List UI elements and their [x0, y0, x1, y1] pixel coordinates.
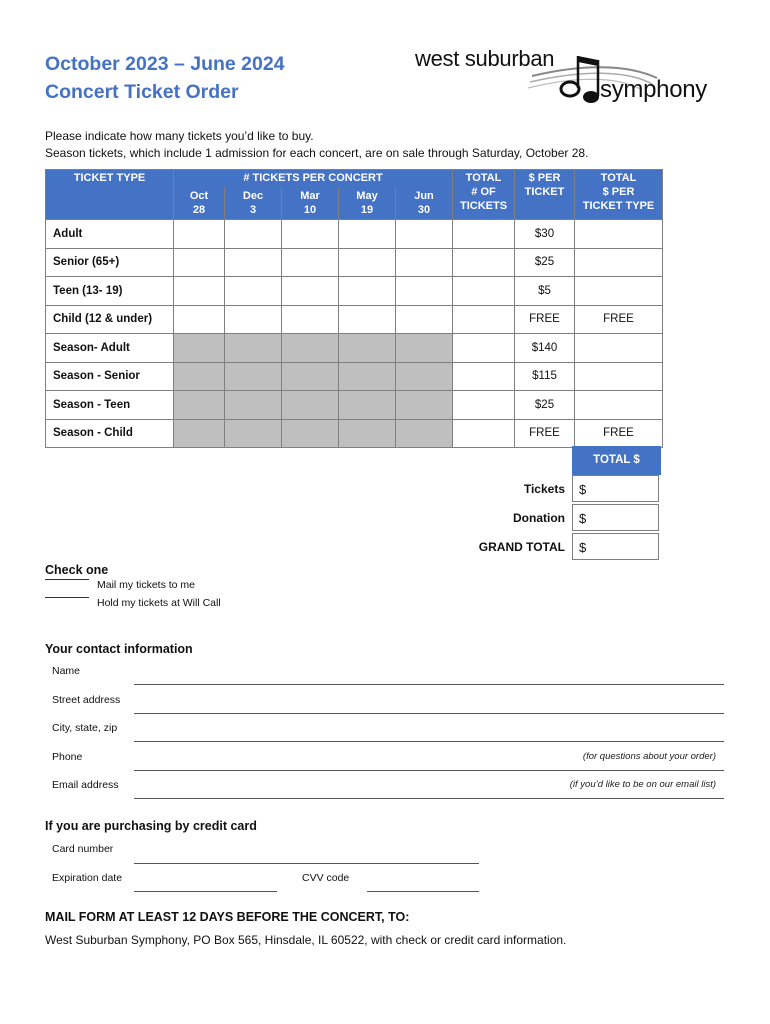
ticket-count-cell: [282, 362, 339, 391]
contact-heading: Your contact information: [45, 642, 193, 656]
ticket-count-cell: [339, 391, 396, 420]
header-line: $ PER: [528, 172, 561, 184]
ticket-type-label: Adult: [46, 220, 174, 249]
concert-month: Dec: [242, 190, 264, 202]
ticket-count-cell[interactable]: [339, 305, 396, 334]
price-cell: FREE: [515, 419, 575, 448]
ticket-count-cell[interactable]: [282, 277, 339, 306]
concert-header: [396, 187, 453, 220]
total-tickets-cell[interactable]: [453, 334, 515, 363]
total-type-cell[interactable]: FREE: [575, 419, 663, 448]
total-tickets-cell[interactable]: [453, 248, 515, 277]
ticket-count-cell: [174, 362, 225, 391]
expiration-label: Expiration date: [52, 872, 123, 884]
total-per-type-header: [575, 170, 663, 220]
total-type-cell[interactable]: [575, 334, 663, 363]
check-one-heading: Check one: [45, 563, 109, 577]
ticket-count-cell: [282, 334, 339, 363]
ticket-count-cell[interactable]: [396, 248, 453, 277]
total-label: GRAND TOTAL: [478, 540, 565, 554]
mail-tickets-label: Mail my tickets to me: [97, 579, 196, 591]
ticket-count-cell[interactable]: [174, 277, 225, 306]
total-label: Tickets: [523, 482, 565, 496]
mail-tickets-checkbox-line[interactable]: [45, 579, 89, 580]
price-cell: $30: [515, 220, 575, 249]
ticket-count-cell[interactable]: [174, 305, 225, 334]
ticket-count-cell[interactable]: [396, 305, 453, 334]
table-row: [46, 419, 663, 448]
total-type-cell[interactable]: [575, 362, 663, 391]
cvv-label: CVV code: [302, 872, 350, 884]
street-field[interactable]: [134, 702, 724, 714]
concert-day: 19: [360, 204, 374, 216]
header-line: TICKETS: [459, 200, 508, 212]
total-type-cell[interactable]: FREE: [575, 305, 663, 334]
ticket-count-cell: [282, 391, 339, 420]
price-per-ticket-header: [515, 170, 575, 220]
ticket-count-cell[interactable]: [282, 248, 339, 277]
name-field[interactable]: [134, 673, 724, 685]
concert-header: [339, 187, 396, 220]
table-row: [46, 391, 663, 420]
total-tickets-cell[interactable]: [453, 419, 515, 448]
ticket-count-cell: [396, 334, 453, 363]
total-label: Donation: [513, 511, 565, 525]
ticket-count-cell[interactable]: [396, 277, 453, 306]
city-field[interactable]: [134, 730, 724, 742]
logo-text-west-suburban: west suburban: [415, 46, 555, 71]
ticket-type-label: Season - Teen: [46, 391, 174, 420]
price-cell: $25: [515, 391, 575, 420]
price-cell: $140: [515, 334, 575, 363]
instructions: [45, 128, 588, 162]
ticket-count-cell[interactable]: [282, 305, 339, 334]
price-cell: $115: [515, 362, 575, 391]
form-title: [45, 50, 285, 106]
title-line1: October 2023 – June 2024: [45, 53, 285, 75]
concert-day: 10: [303, 204, 317, 216]
total-row: [470, 475, 661, 503]
concert-day: 28: [192, 204, 206, 216]
concert-day: 3: [249, 204, 257, 216]
email-label: Email address: [52, 779, 119, 791]
credit-card-heading: If you are purchasing by credit card: [45, 819, 257, 833]
total-amount-field[interactable]: $: [572, 533, 659, 560]
ticket-type-label: Teen (13- 19): [46, 277, 174, 306]
concert-header: [174, 187, 225, 220]
ticket-count-cell[interactable]: [225, 305, 282, 334]
ticket-count-cell: [225, 391, 282, 420]
header-line: TOTAL: [465, 172, 502, 184]
email-note: (if you’d like to be on our email list): [569, 779, 716, 790]
street-label: Street address: [52, 694, 121, 706]
header-line: TICKET: [524, 186, 565, 198]
ticket-count-cell: [225, 419, 282, 448]
phone-label: Phone: [52, 751, 83, 763]
ticket-count-cell[interactable]: [396, 220, 453, 249]
total-tickets-cell[interactable]: [453, 391, 515, 420]
ticket-count-cell: [339, 362, 396, 391]
card-number-field[interactable]: [134, 852, 479, 864]
total-type-cell[interactable]: [575, 248, 663, 277]
concert-month: Oct: [189, 190, 209, 202]
phone-note: (for questions about your order): [582, 751, 716, 762]
concert-header: [282, 187, 339, 220]
will-call-checkbox-line[interactable]: [45, 597, 89, 598]
concert-month: May: [356, 190, 378, 202]
ticket-count-cell: [396, 391, 453, 420]
ticket-count-cell: [396, 362, 453, 391]
logo-text-symphony: symphony: [600, 76, 707, 103]
ticket-count-cell: [174, 419, 225, 448]
ticket-type-label: Senior (65+): [46, 248, 174, 277]
ticket-count-cell[interactable]: [282, 220, 339, 249]
total-type-cell[interactable]: [575, 277, 663, 306]
symphony-logo: [412, 42, 722, 110]
mail-heading: MAIL FORM AT LEAST 12 DAYS BEFORE THE CONCERT, TO:: [45, 910, 410, 924]
concert-day: 30: [417, 204, 431, 216]
table-row: [46, 220, 663, 249]
cvv-field[interactable]: [367, 880, 479, 892]
ticket-count-cell[interactable]: [339, 277, 396, 306]
header-line: TOTAL: [600, 172, 637, 184]
will-call-label: Hold my tickets at Will Call: [97, 597, 221, 609]
ticket-count-cell: [339, 334, 396, 363]
total-amount-field[interactable]: $: [572, 504, 659, 531]
header-line: # OF: [471, 186, 496, 198]
ticket-count-cell[interactable]: [339, 220, 396, 249]
total-row: [470, 533, 661, 561]
ticket-count-cell[interactable]: [339, 248, 396, 277]
table-row: [46, 362, 663, 391]
ticket-count-cell: [174, 391, 225, 420]
price-cell: $5: [515, 277, 575, 306]
tickets-per-concert-header: # TICKETS PER CONCERT: [174, 170, 453, 188]
price-cell: $25: [515, 248, 575, 277]
price-cell: FREE: [515, 305, 575, 334]
total-tickets-header: [453, 170, 515, 220]
total-tickets-cell[interactable]: [453, 220, 515, 249]
mail-address: West Suburban Symphony, PO Box 565, Hinsdale, IL 60522, with check or credit card information.: [45, 933, 567, 947]
name-label: Name: [52, 665, 81, 677]
ticket-count-cell[interactable]: [225, 248, 282, 277]
ticket-type-label: Season - Child: [46, 419, 174, 448]
ticket-count-cell: [225, 362, 282, 391]
ticket-count-cell: [339, 419, 396, 448]
ticket-type-label: Season- Adult: [46, 334, 174, 363]
ticket-count-cell: [282, 419, 339, 448]
ticket-order-table: [45, 169, 663, 448]
ticket-count-cell: [174, 334, 225, 363]
concert-header: [225, 187, 282, 220]
ticket-count-cell[interactable]: [174, 220, 225, 249]
table-row: [46, 277, 663, 306]
total-amount-field[interactable]: $: [572, 475, 659, 502]
city-label: City, state, zip: [52, 722, 118, 734]
instructions-line1: Please indicate how many tickets you’d like to buy.: [45, 129, 314, 143]
total-dollars-header: TOTAL $: [572, 446, 661, 475]
expiration-field[interactable]: [134, 880, 277, 892]
instructions-line2: Season tickets, which include 1 admission for each concert, are on sale through Saturday, October 28.: [45, 146, 589, 160]
total-type-cell[interactable]: [575, 391, 663, 420]
header-line: TICKET TYPE: [582, 200, 655, 212]
total-row: [470, 504, 661, 532]
ticket-type-label: Child (12 & under): [46, 305, 174, 334]
ticket-count-cell: [225, 334, 282, 363]
total-tickets-cell[interactable]: [453, 305, 515, 334]
total-tickets-cell[interactable]: [453, 277, 515, 306]
table-row: [46, 305, 663, 334]
ticket-count-cell: [396, 419, 453, 448]
card-number-label: Card number: [52, 843, 114, 855]
ticket-count-cell[interactable]: [225, 220, 282, 249]
concert-month: Mar: [300, 190, 320, 202]
ticket-count-cell[interactable]: [225, 277, 282, 306]
total-tickets-cell[interactable]: [453, 362, 515, 391]
concert-month: Jun: [414, 190, 434, 202]
table-row: [46, 248, 663, 277]
title-line2: Concert Ticket Order: [45, 81, 239, 103]
header-line: $ PER: [602, 186, 635, 198]
table-row: [46, 334, 663, 363]
total-type-cell[interactable]: [575, 220, 663, 249]
ticket-type-header: TICKET TYPE: [46, 170, 174, 220]
ticket-type-label: Season - Senior: [46, 362, 174, 391]
ticket-count-cell[interactable]: [174, 248, 225, 277]
